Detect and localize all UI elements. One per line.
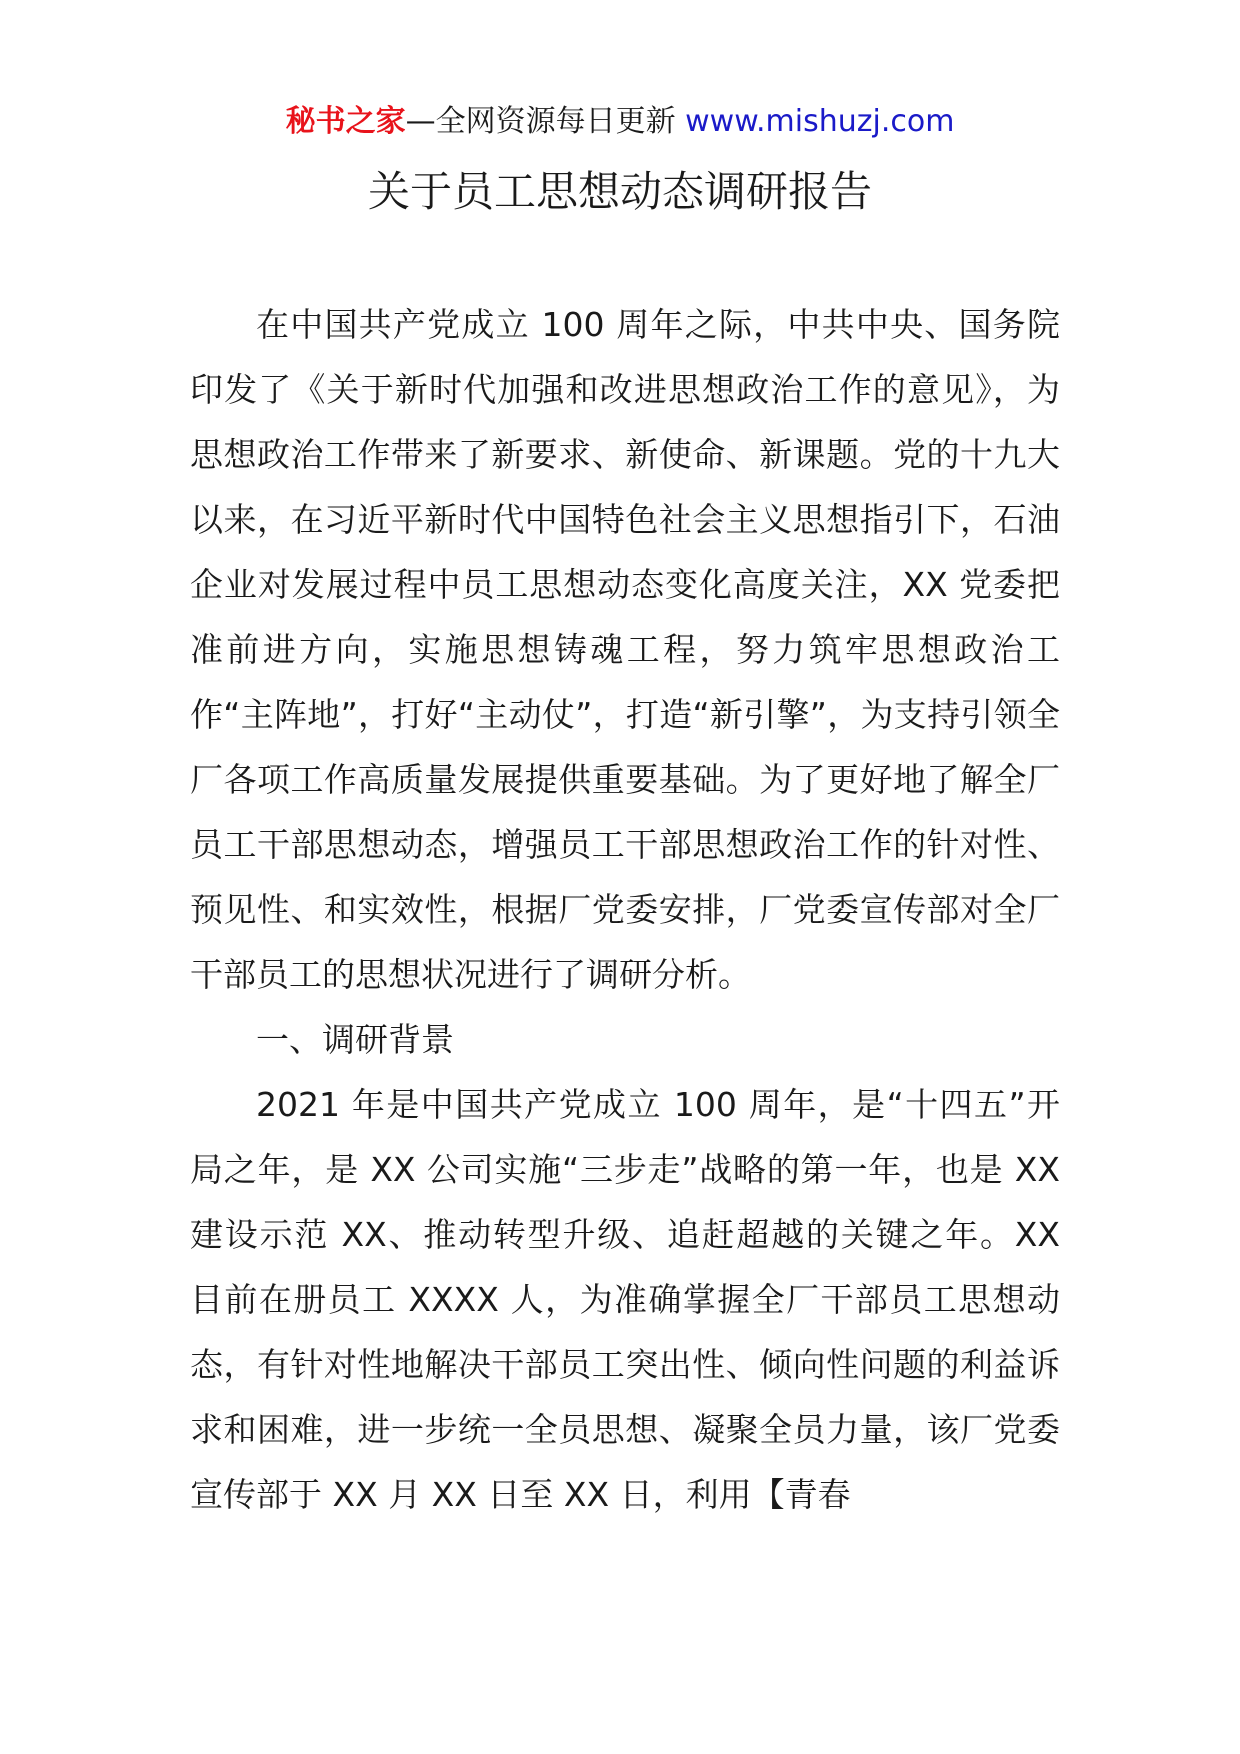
document-title: 关于员工思想动态调研报告 (367, 167, 872, 216)
site-header (0, 100, 1240, 144)
site-url-link[interactable]: www.mishuzj.com (685, 104, 955, 139)
section-paragraph: 2021 年是中国共产党成立 100 周年，是“十四五”开局之年，是 XX 公司实施“三步走”战略的第一年，也是 XX 建设示范 XX、推动转型升级、追赶超越的关键之年。XX 目前在册员工 XXXX 人，为准确掌握全厂干部员工思想动态，有针对性地解决干部员工突出性、倾向性问题的利益诉求和困难，进一步统一全员思想、凝聚全员力量，该厂党委宣传部于 XX 月 XX 日至 XX 日，利用【青春 (190, 1085, 1060, 1514)
header-tagline: —全网资源每日更新 (405, 104, 686, 139)
brand-name: 秘书之家 (285, 104, 406, 139)
document-body (190, 292, 1060, 1527)
intro-paragraph: 在中国共产党成立 100 周年之际，中共中央、国务院印发了《关于新时代加强和改进思想政治工作的意见》，为思想政治工作带来了新要求、新使命、新课题。党的十九大以来，在习近平新时代中国特色社会主义思想指引下，石油企业对发展过程中员工思想动态变化高度关注，XX 党委把准前进方向，实施思想铸魂工程，努力筑牢思想政治工作“主阵地”，打好“主动仗”，打造“新引擎”，为支持引领全厂各项工作高质量发展提供重要基础。为了更好地了解全厂员工干部思想动态，增强员工干部思想政治工作的针对性、预见性、和实效性，根据厂党委安排，厂党委宣传部对全厂干部员工的思想状况进行了调研分析。 (190, 305, 1060, 994)
section-heading: 一、调研背景 (256, 1020, 454, 1059)
